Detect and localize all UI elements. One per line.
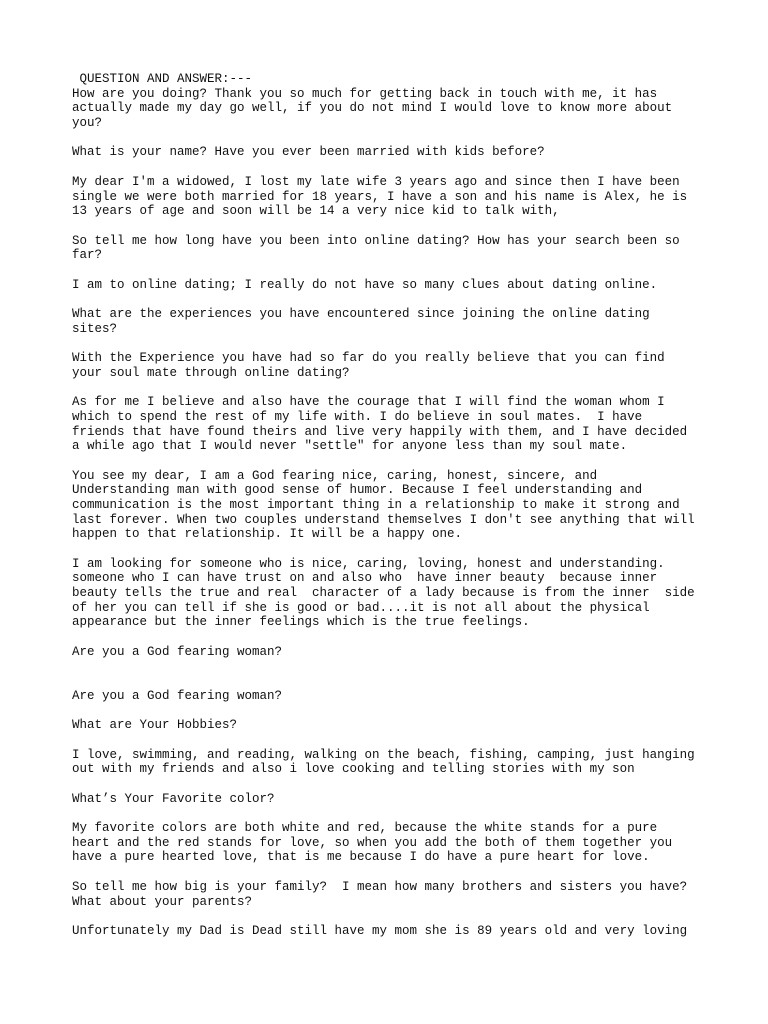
text-line: 13 years of age and soon will be 14 a very nice kid to talk with, xyxy=(72,204,560,219)
text-line: I love, swimming, and reading, walking on the beach, fishing, camping, just hanging xyxy=(72,747,695,762)
text-line: beauty tells the true and real character of a lady because is from the inner side xyxy=(72,586,695,601)
answer-family xyxy=(72,924,732,939)
text-line: So tell me how long have you been into online dating? How has your search been so xyxy=(72,233,680,248)
text-line: actually made my day go well, if you do not mind I would love to know more about xyxy=(72,101,673,116)
text-line: With the Experience you have had so far do you really believe that you can find xyxy=(72,351,665,366)
text-line: What are the experiences you have encountered since joining the online dating xyxy=(72,307,650,321)
text-line: last forever. When two couples understand themselves I don't see anything that will xyxy=(72,512,695,527)
text-line: sites? xyxy=(72,321,118,336)
text-line: Are you a God fearing woman? xyxy=(72,688,283,703)
paragraph-greeting xyxy=(72,87,732,131)
text-line: Understanding man with good sense of humor. Because I feel understanding and xyxy=(72,483,643,498)
question-name-married xyxy=(72,145,732,160)
text-line: a while ago that I would never "settle" for anyone less than my soul mate. xyxy=(72,439,628,454)
text-line: appearance but the inner feelings which is the true feelings. xyxy=(72,615,530,630)
text-line: Are you a God fearing woman? xyxy=(72,644,283,659)
document-body xyxy=(72,72,732,953)
answer-online-dating-clues xyxy=(72,278,732,293)
text-line: What is your name? Have you ever been married with kids before? xyxy=(72,145,545,160)
text-line: single we were both married for 18 years, I have a son and his name is Alex, he is xyxy=(72,189,688,204)
text-line: As for me I believe and also have the courage that I will find the woman whom I xyxy=(72,395,665,410)
text-line: What’s Your Favorite color? xyxy=(72,791,275,806)
answer-favorite-color xyxy=(72,821,732,865)
answer-hobbies xyxy=(72,748,732,777)
text-line: So tell me how big is your family? I mean how many brothers and sisters you have? xyxy=(72,879,688,894)
text-line: of her you can tell if she is good or bad....it is not all about the physical xyxy=(72,600,650,615)
answer-widowed xyxy=(72,175,732,219)
text-line: communication is the most important thing in a relationship to make it strong and xyxy=(72,497,680,512)
question-god-fearing-woman-1 xyxy=(72,645,732,660)
text-line: How are you doing? Thank you so much for getting back in touch with me, it has xyxy=(72,86,658,101)
text-line: heart and the red stands for love, so when you add the both of them together you xyxy=(72,835,673,850)
paragraph-looking-for xyxy=(72,557,732,630)
heading-question-and-answer xyxy=(72,72,732,87)
question-soul-mate xyxy=(72,351,732,380)
text-line: My dear I'm a widowed, I lost my late wife 3 years ago and since then I have been xyxy=(72,174,680,189)
text-line: far? xyxy=(72,248,103,263)
question-god-fearing-woman-2 xyxy=(72,689,732,704)
text-line: What about your parents? xyxy=(72,894,253,909)
text-line: out with my friends and also i love cooking and telling stories with my son xyxy=(72,762,635,777)
question-favorite-color xyxy=(72,792,732,807)
text-line: which to spend the rest of my life with. I do believe in soul mates. I have xyxy=(72,409,643,424)
text-line: You see my dear, I am a God fearing nice, caring, honest, sincere, and xyxy=(72,468,598,483)
text-line: QUESTION AND ANSWER:--- xyxy=(72,72,253,86)
text-line: What are Your Hobbies? xyxy=(72,718,238,733)
text-line: I am looking for someone who is nice, caring, loving, honest and understanding. xyxy=(72,556,665,571)
text-line: Unfortunately my Dad is Dead still have my mom she is 89 years old and very loving xyxy=(72,923,688,938)
text-line: happen to that relationship. It will be a happy one. xyxy=(72,527,463,542)
text-line: I am to online dating; I really do not have so many clues about dating online. xyxy=(72,277,658,292)
answer-soul-mate xyxy=(72,395,732,454)
text-line: have a pure hearted love, that is me because I do have a pure heart for love. xyxy=(72,850,650,865)
text-line: your soul mate through online dating? xyxy=(72,365,350,380)
text-line: friends that have found theirs and live very happily with them, and I have decided xyxy=(72,424,688,439)
text-line: someone who I can have trust on and also who have inner beauty because inner xyxy=(72,571,658,586)
text-line: you? xyxy=(72,116,103,131)
paragraph-god-fearing-man xyxy=(72,469,732,542)
question-hobbies xyxy=(72,718,732,733)
text-line: My favorite colors are both white and red, because the white stands for a pure xyxy=(72,821,658,836)
question-experiences xyxy=(72,307,732,336)
question-family xyxy=(72,880,732,909)
question-online-dating-duration xyxy=(72,234,732,263)
